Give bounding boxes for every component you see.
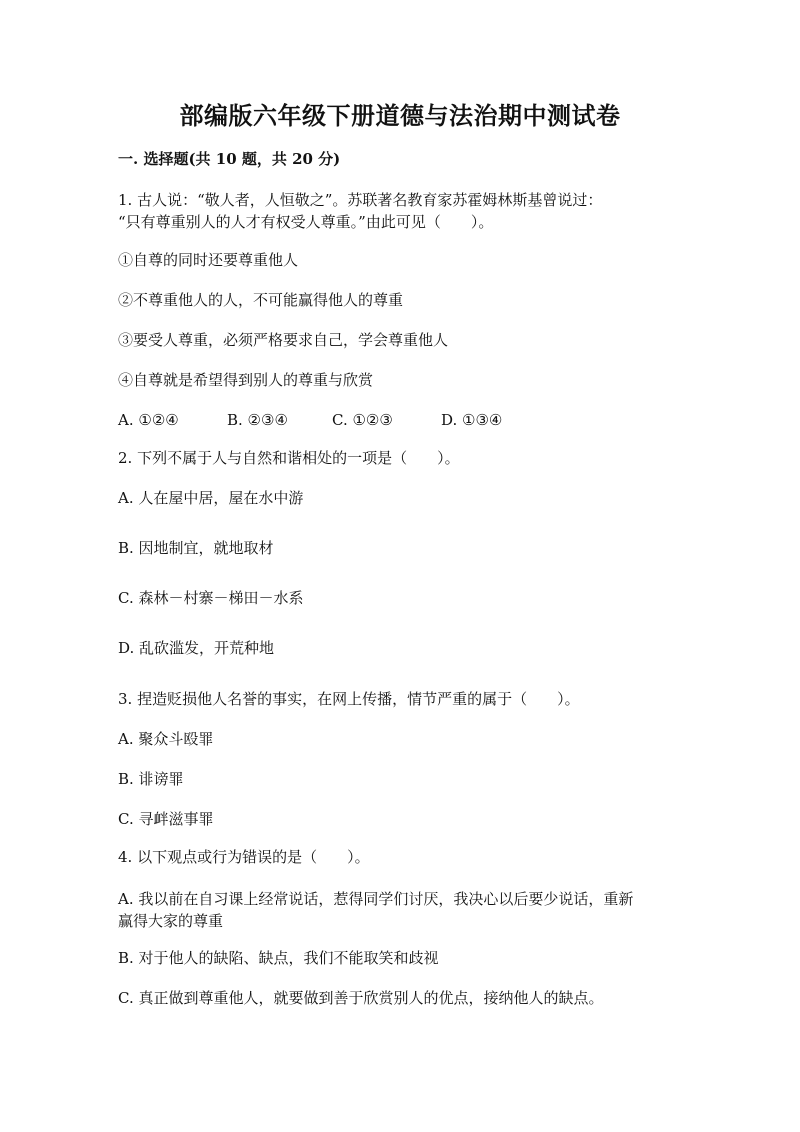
q1-statement-4: ④自尊就是希望得到别人的尊重与欣赏 [118,371,374,389]
q4-stem: 4. 以下观点或行为错误的是（ ）。 [118,848,370,866]
q1-option-a: A. ①②④ [118,411,179,429]
page-title: 部编版六年级下册道德与法治期中测试卷 [179,101,621,130]
q3-stem: 3. 捏造贬损他人名誉的事实，在网上传播，情节严重的属于（ ）。 [118,690,580,708]
q4-option-a-line1: A. 我以前在自习课上经常说话，惹得同学们讨厌，我决心以后要少说话，重新 [118,890,634,908]
q2-option-a: A. 人在屋中居，屋在水中游 [118,489,304,507]
q2-option-c: C. 森林－村寨－梯田－水系 [118,589,304,607]
q3-option-b: B. 诽谤罪 [118,770,184,788]
q1-statement-3: ③要受人尊重，必须严格要求自己，学会尊重他人 [118,331,449,349]
q1-statement-1: ①自尊的同时还要尊重他人 [118,251,299,269]
q1-option-b: B. ②③④ [227,411,288,429]
q1-statement-2: ②不尊重他人的人，不可能赢得他人的尊重 [118,291,404,309]
q2-option-b: B. 因地制宜，就地取材 [118,539,274,557]
q3-option-c: C. 寻衅滋事罪 [118,810,214,828]
q4-option-b: B. 对于他人的缺陷、缺点，我们不能取笑和歧视 [118,949,439,967]
section-heading: 一. 选择题(共 10 题，共 20 分) [118,150,341,168]
q2-stem: 2. 下列不属于人与自然和谐相处的一项是（ ）。 [118,449,460,467]
q1-option-d: D. ①③④ [441,411,503,429]
q3-option-a: A. 聚众斗殴罪 [118,730,214,748]
q2-option-d: D. 乱砍滥发，开荒种地 [118,639,275,657]
q1-option-c: C. ①②③ [332,411,393,429]
q4-option-a-line2: 赢得大家的尊重 [118,912,224,930]
q1-stem-line1: 1. 古人说：“敬人者，人恒敬之”。苏联著名教育家苏霍姆林斯基曾说过： [118,191,603,209]
q1-stem-line2: “只有尊重别人的人才有权受人尊重。”由此可见（ ）。 [118,213,494,231]
q4-option-c: C. 真正做到尊重他人，就要做到善于欣赏别人的优点，接纳他人的缺点。 [118,989,604,1007]
